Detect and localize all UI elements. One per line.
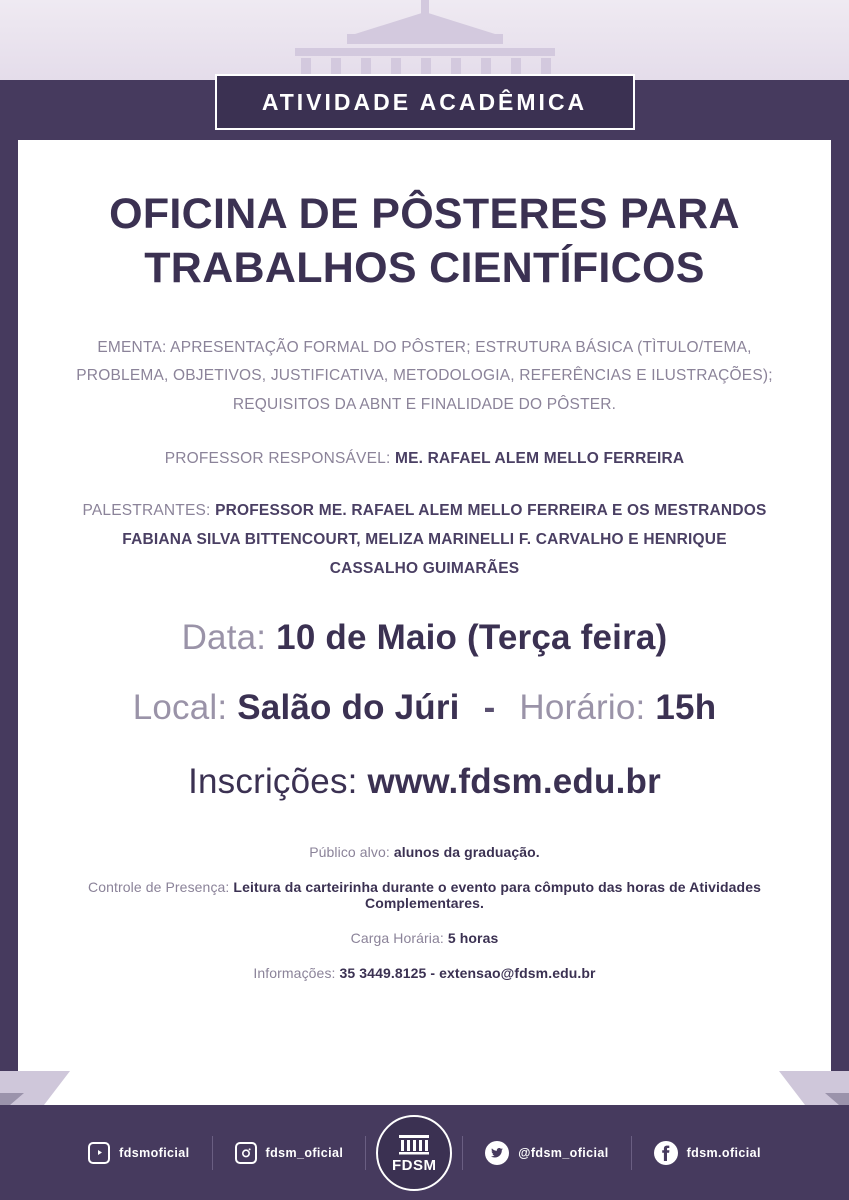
carga-label: Carga Horária: (350, 929, 444, 946)
local-value: Salão do Júri (237, 687, 460, 727)
social-handle-instagram: fdsm_oficial (265, 1145, 344, 1160)
data-label: Data: (181, 617, 267, 657)
youtube-icon (88, 1142, 110, 1164)
fdsm-logo (376, 1115, 452, 1191)
publico-value: alunos da graduação. (393, 843, 540, 860)
carga-value: 5 horas (447, 929, 499, 946)
poster-header (0, 0, 849, 140)
horario-label: Horário: (519, 687, 646, 727)
data-row (42, 618, 807, 658)
data-value: 10 de Maio (Terça feira) (276, 617, 668, 657)
poster-footer (0, 1105, 849, 1200)
ribbon-left-decoration (0, 1071, 70, 1105)
carga-line (42, 930, 807, 946)
controle-label: Controle de Presença: (88, 878, 230, 895)
footer-divider (365, 1136, 366, 1170)
horario-value: 15h (655, 687, 717, 727)
instagram-icon (235, 1142, 257, 1164)
palestrantes-line (80, 496, 770, 584)
controle-value: Leitura da carteirinha durante o evento para cômputo das horas de Atividades Complementares. (233, 878, 761, 911)
fdsm-logo-text: FDSM (392, 1157, 437, 1174)
local-label: Local: (132, 687, 228, 727)
details-block (42, 844, 807, 981)
professor-name: ME. RAFAEL ALEM MELLO FERREIRA (394, 449, 685, 467)
professor-label: PROFESSOR RESPONSÁVEL: (164, 449, 391, 467)
professor-line (42, 450, 807, 468)
activity-banner (215, 74, 635, 130)
logo-building-icon (397, 1131, 431, 1155)
social-item-youtube[interactable] (66, 1142, 211, 1164)
activity-banner-label: ATIVIDADE ACADÊMICA (261, 88, 588, 115)
footer-social-bar (0, 1105, 849, 1200)
informacoes-label: Informações: (253, 964, 336, 981)
social-handle-facebook: fdsm.oficial (686, 1145, 761, 1160)
social-item-twitter[interactable] (463, 1141, 630, 1165)
ribbon-right-decoration (779, 1071, 849, 1105)
publico-line (42, 844, 807, 860)
inscricoes-url[interactable]: www.fdsm.edu.br (367, 761, 661, 801)
social-handle-youtube: fdsmoficial (119, 1145, 190, 1160)
social-handle-twitter: @fdsm_oficial (518, 1145, 609, 1160)
page-title-line1: OFICINA DE PÔSTERES PARA (109, 190, 740, 238)
social-item-instagram[interactable] (213, 1142, 366, 1164)
facebook-icon (654, 1141, 678, 1165)
local-horario-row (42, 688, 807, 728)
ementa-text: EMENTA: APRESENTAÇÃO FORMAL DO PÔSTER; ESTRUTURA BÁSICA (TÌTULO/TEMA, PROBLEMA, OBJETIVOS, JUSTIFICATIVA, METODOLOGIA, REFERÊNCIAS E ILUSTRAÇÕES); REQUISITOS DA ABNT E FINALIDADE DO PÔSTER. (76, 338, 773, 413)
palestrantes-names: PROFESSOR ME. RAFAEL ALEM MELLO FERREIRA E OS MESTRANDOS FABIANA SILVA BITTENCOURT, MELIZA MARINELLI F. CARVALHO E HENRIQUE CASSALHO GUIMARÃES (122, 501, 767, 578)
inscricoes-label: Inscrições: (188, 761, 358, 801)
informacoes-value: 35 3449.8125 - extensao@fdsm.edu.br (339, 964, 596, 981)
page-title (42, 188, 807, 296)
row-separator: - (483, 687, 496, 727)
inscricoes-row (42, 762, 807, 802)
informacoes-line (42, 965, 807, 981)
publico-label: Público alvo: (309, 843, 390, 860)
social-item-facebook[interactable] (632, 1141, 783, 1165)
poster-content (18, 140, 831, 1105)
controle-line (42, 879, 807, 911)
palestrantes-label: PALESTRANTES: (82, 501, 211, 519)
page-title-line2: TRABALHOS CIENTÍFICOS (144, 243, 705, 292)
twitter-icon (485, 1141, 509, 1165)
